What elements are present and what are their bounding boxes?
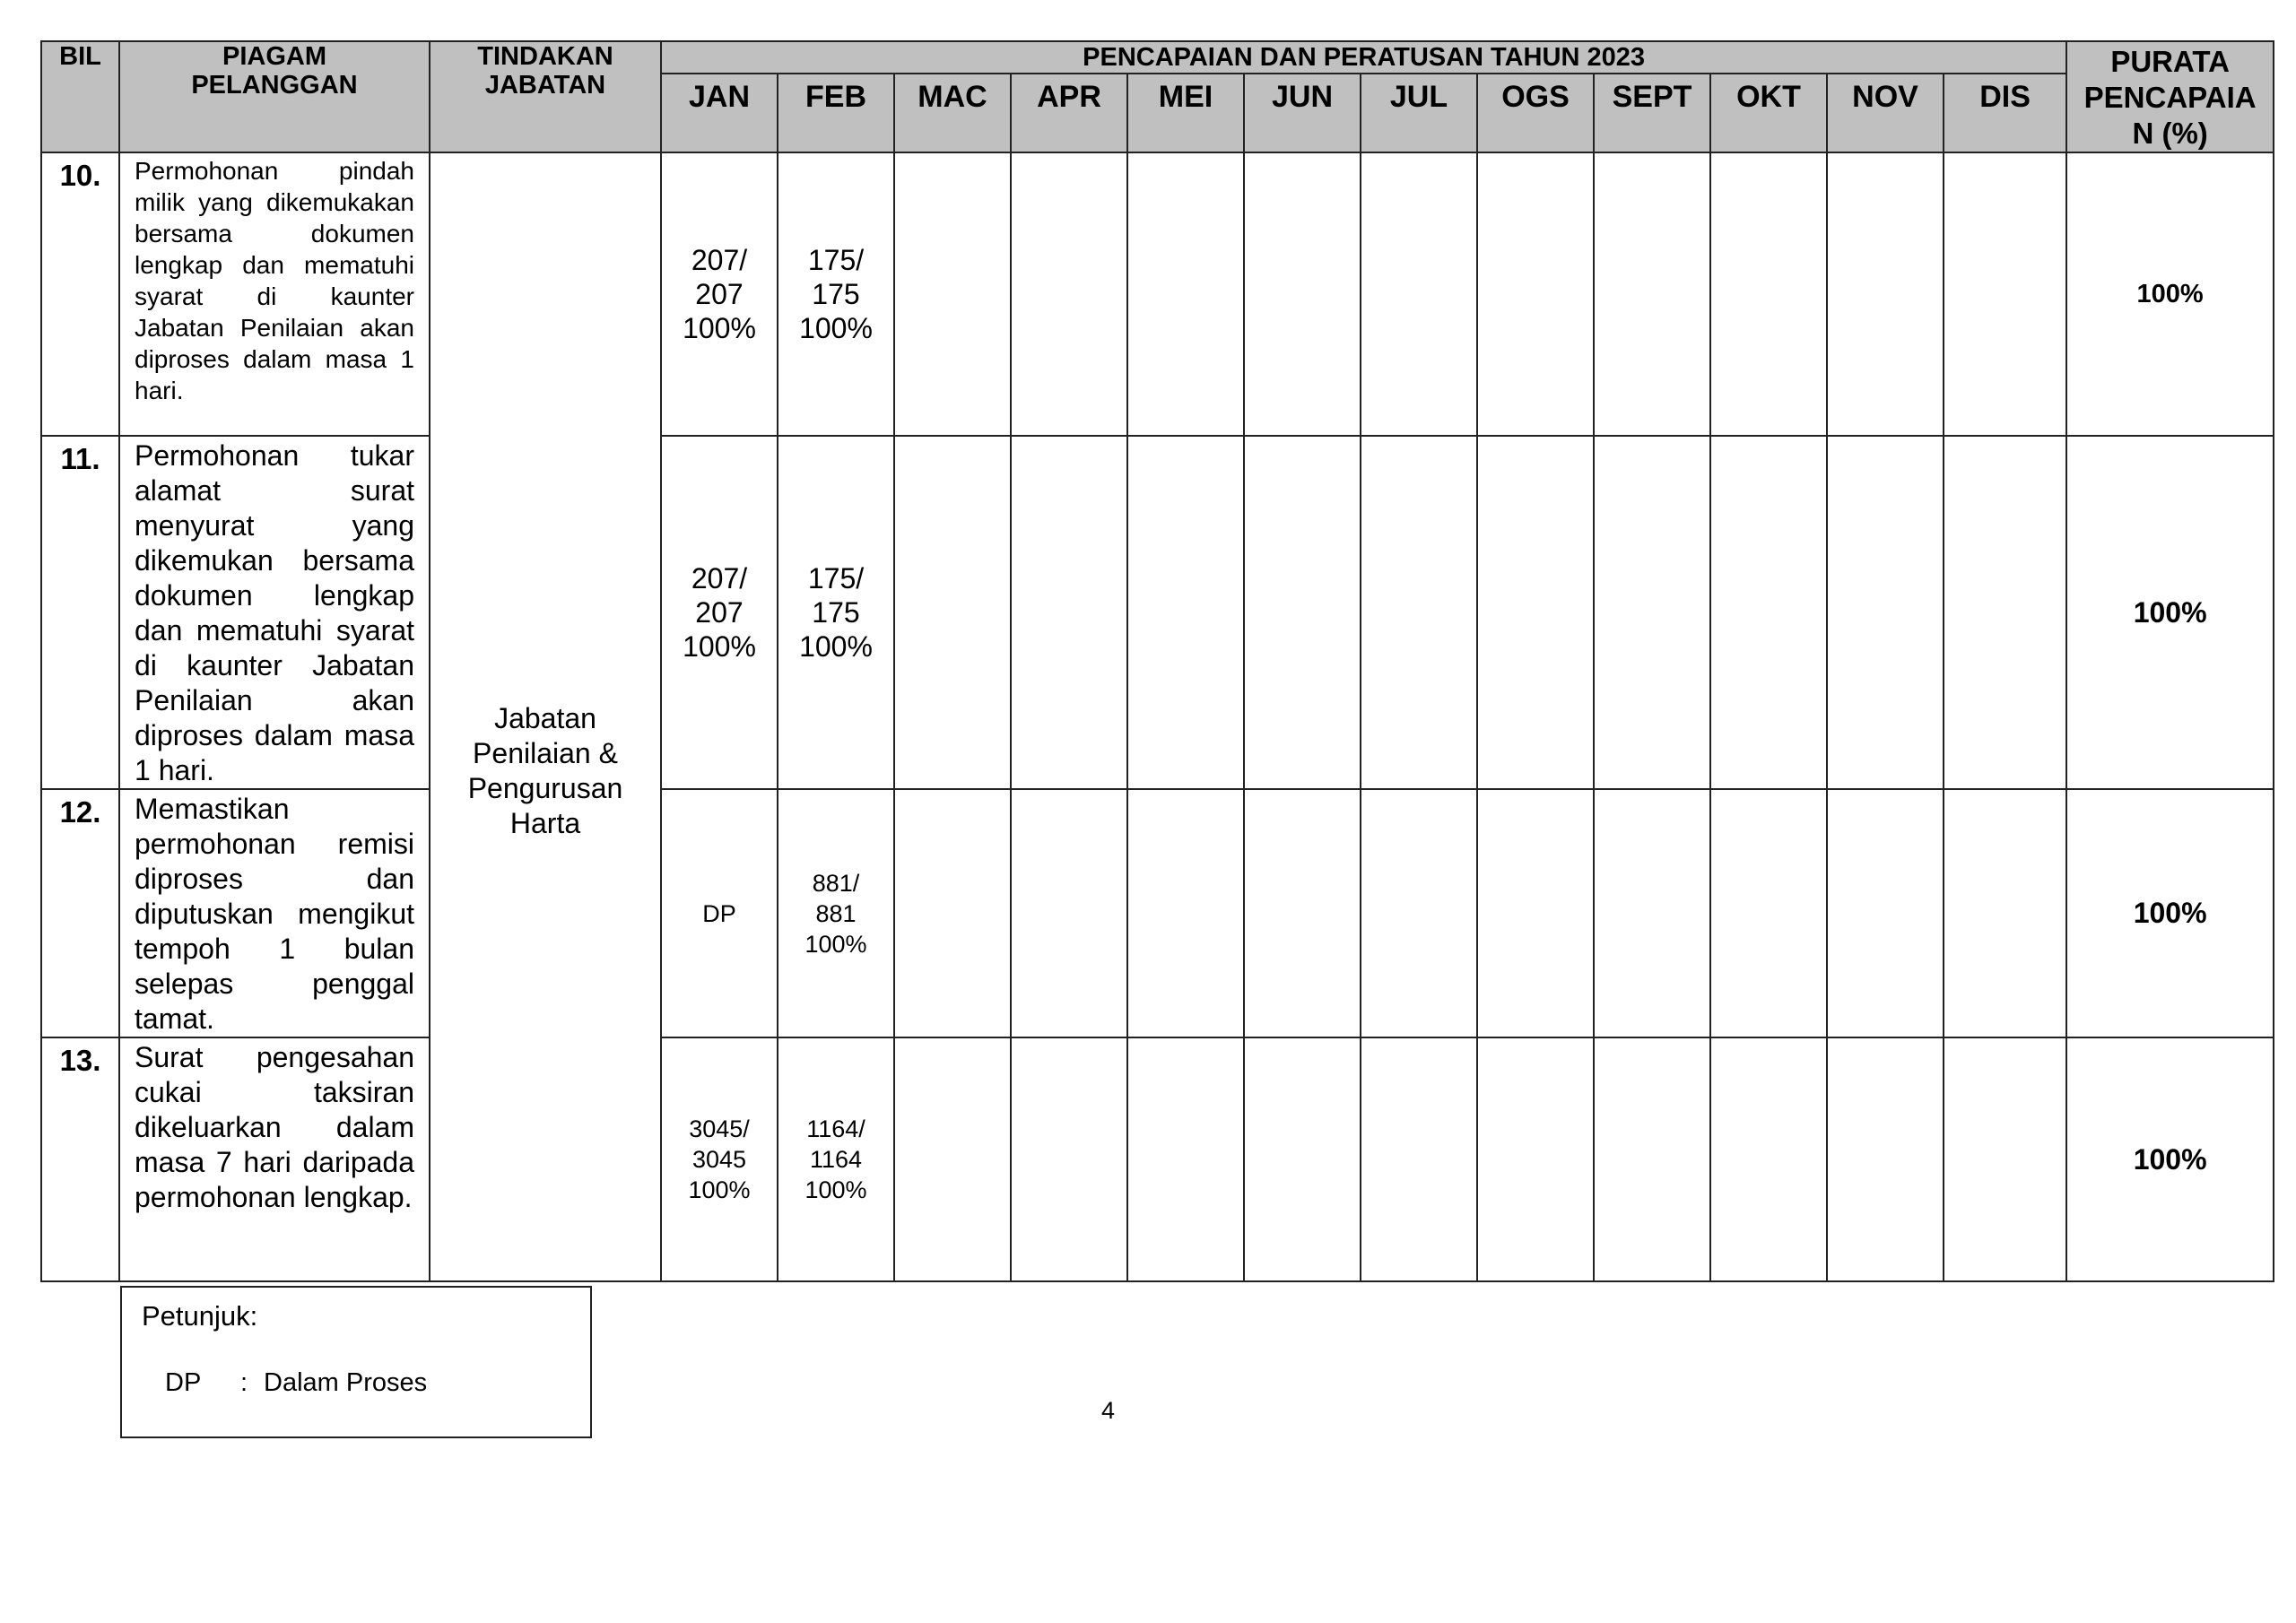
cell-jan: DP [661,789,778,1037]
customer-charter-description: Permohonan pindah milik yang dikemukakan bersama dokumen lengkap dan mematuhi syarat di kaunter Jabatan Penilaian akan diproses dalam masa 1 hari. [119,152,430,436]
legend-title: Petunjuk: [142,1300,258,1332]
cell-jun [1244,789,1361,1037]
average-achievement: 100% [2066,436,2274,789]
header-month-mei: MEI [1127,74,1244,152]
cell-dis [1944,152,2066,436]
cell-feb: 175/ 175 100% [778,152,894,436]
cell-dis [1944,1037,2066,1281]
header-month-sept: SEPT [1594,74,1710,152]
cell-sept [1594,1037,1710,1281]
cell-feb: 1164/ 1164 100% [778,1037,894,1281]
cell-mac [894,1037,1011,1281]
cell-sept [1594,436,1710,789]
cell-okt [1710,789,1827,1037]
legend-separator: : [240,1368,248,1397]
header-pencapaian-title: PENCAPAIAN DAN PERATUSAN TAHUN 2023 [661,41,2066,74]
cell-nov [1827,152,1944,436]
table-row-11 [41,436,2274,789]
cell-mac [894,789,1011,1037]
responsible-department: Jabatan Penilaian & Pengurusan Harta [430,152,661,1281]
average-achievement: 100% [2066,152,2274,436]
cell-jul [1361,436,1477,789]
cell-mei [1127,789,1244,1037]
cell-feb: 175/ 175 100% [778,436,894,789]
header-month-jun: JUN [1244,74,1361,152]
cell-sept [1594,789,1710,1037]
cell-ogs [1477,789,1594,1037]
cell-jul [1361,789,1477,1037]
cell-okt [1710,436,1827,789]
legend-box [120,1286,592,1438]
row-number: 12. [41,789,119,1037]
achievement-table [40,40,2274,1282]
cell-jan: 3045/ 3045 100% [661,1037,778,1281]
cell-mei [1127,1037,1244,1281]
table-row-13 [41,1037,2274,1281]
cell-mac [894,152,1011,436]
cell-jun [1244,152,1361,436]
cell-okt [1710,1037,1827,1281]
cell-mac [894,436,1011,789]
header-month-dis: DIS [1944,74,2066,152]
cell-nov [1827,789,1944,1037]
header-month-mac: MAC [894,74,1011,152]
customer-charter-description: Surat pengesahan cukai taksiran dikeluarkan dalam masa 7 hari daripada permohonan lengkap. [119,1037,430,1281]
cell-mei [1127,152,1244,436]
cell-ogs [1477,1037,1594,1281]
row-number: 11. [41,436,119,789]
cell-jun [1244,1037,1361,1281]
cell-dis [1944,789,2066,1037]
customer-charter-description: Memastikan permohonan remisi diproses dan diputuskan mengikut tempoh 1 bulan selepas penggal tamat. [119,789,430,1037]
cell-nov [1827,436,1944,789]
cell-feb: 881/ 881 100% [778,789,894,1037]
header-piagam-pelanggan: PIAGAM PELANGGAN [119,41,430,152]
cell-jun [1244,436,1361,789]
cell-jul [1361,152,1477,436]
header-bil: BIL [41,41,119,152]
header-month-jul: JUL [1361,74,1477,152]
average-achievement: 100% [2066,1037,2274,1281]
row-number: 13. [41,1037,119,1281]
header-month-feb: FEB [778,74,894,152]
average-achievement: 100% [2066,789,2274,1037]
row-number: 10. [41,152,119,436]
customer-charter-description: Permohonan tukar alamat surat menyurat yang dikemukan bersama dokumen lengkap dan mematuhi syarat di kaunter Jabatan Penilaian akan diproses dalam masa 1 hari. [119,436,430,789]
cell-jan: 207/ 207 100% [661,436,778,789]
header-month-apr: APR [1011,74,1127,152]
header-month-okt: OKT [1710,74,1827,152]
cell-okt [1710,152,1827,436]
table-row-10 [41,152,2274,436]
cell-mei [1127,436,1244,789]
header-month-nov: NOV [1827,74,1944,152]
cell-ogs [1477,436,1594,789]
header-month-ogs: OGS [1477,74,1594,152]
cell-apr [1011,436,1127,789]
cell-jul [1361,1037,1477,1281]
header-purata-pencapaian: PURATA PENCAPAIA N (%) [2066,41,2274,152]
cell-apr [1011,1037,1127,1281]
cell-nov [1827,1037,1944,1281]
header-month-jan: JAN [661,74,778,152]
cell-jan: 207/ 207 100% [661,152,778,436]
cell-apr [1011,152,1127,436]
header-tindakan-jabatan: TINDAKAN JABATAN [430,41,661,152]
cell-ogs [1477,152,1594,436]
legend-abbreviation: DP [165,1368,202,1397]
legend-meaning: Dalam Proses [264,1368,428,1397]
cell-dis [1944,436,2066,789]
page-number: 4 [1101,1397,1116,1424]
table-row-12 [41,789,2274,1037]
cell-sept [1594,152,1710,436]
cell-apr [1011,789,1127,1037]
